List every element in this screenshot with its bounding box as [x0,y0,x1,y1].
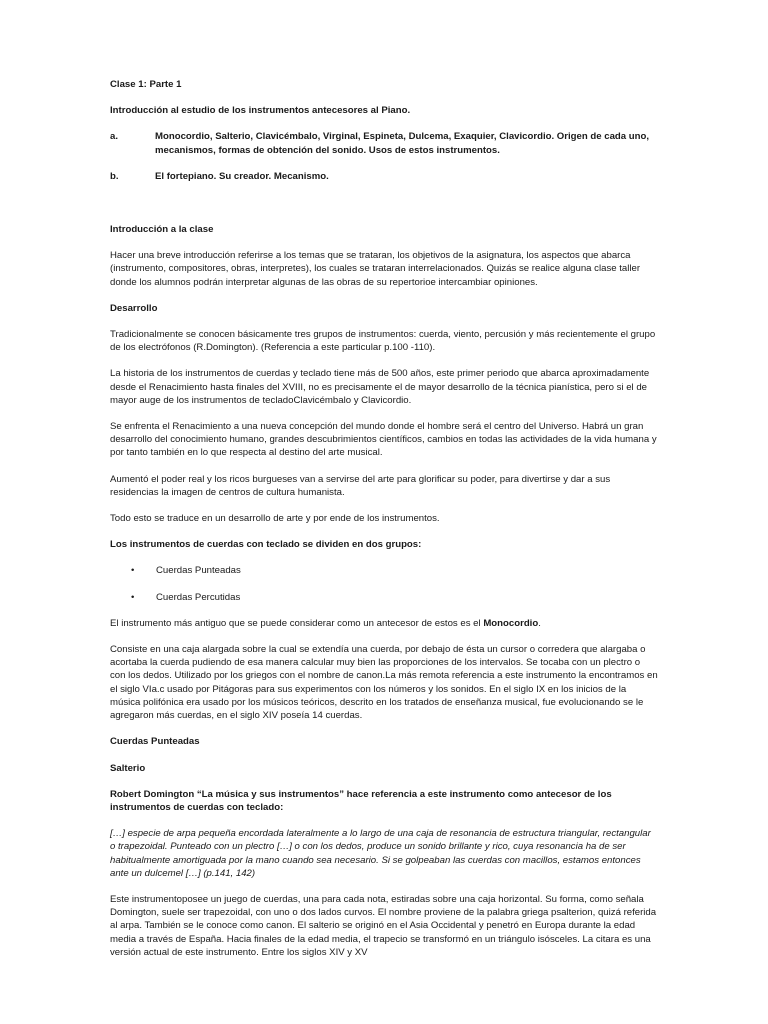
intro-title: Introducción al estudio de los instrumentos antecesores al Piano. [110,105,411,117]
bullet-text: Cuerdas Percutidas [156,591,241,603]
bullet-item [131,564,658,577]
outline-label-b: b. [110,170,119,182]
intro-clase-heading: Introducción a la clase [110,224,214,236]
outline-label-a: a. [110,131,119,143]
bullet-dot: • [131,591,135,603]
punteadas-heading: Cuerdas Punteadas [110,736,200,748]
desarrollo-heading: Desarrollo [110,302,158,314]
monocordio-intro-end: . [538,617,541,629]
outline-text-b: El fortepiano. Su creador. Mecanismo. [155,170,329,182]
outline-text-a: Monocordio, Salterio, Clavicémbalo, Virginal, Espineta, Dulcema, Exaquier, Clavicordio. Origen de cada uno, mecanismos, formas de obtención del sonido. Usos de estos instrumentos. [155,131,650,156]
monocordio-text: Consiste en una caja alargada sobre la cual se extendía una cuerda, por debajo de ésta un cursor o corredera que alargaba o acortaba la cuerda pudiendo de esa manera calcular muy bien las proporciones de los intervalos. Se tocaba con un plectro o con los dedos. Utilizado por los griegos con el nombre de canon.La más remota referencia a este instrumento la encontramos en el siglo VIa.c usado por Pitágoras para sus experimentos con los números y los sonidos. En el siglo IX en los inicios de la música polifónica era usado por los músicos teóricos, descrito en los tratados de enseñanza musical, fue evolucionando se le agregaron más cuerdas, en el siglo XIV poseía 14 cuerdas. [110,644,658,722]
desarrollo-paragraph: Aumentó el poder real y los ricos burgueses van a servirse del arte para glorificar su poder, para divertirse y dar a sus residencias la imagen de centros de cultura humanista. [110,473,611,498]
outline-item-a [110,130,658,156]
salterio-heading: Salterio [110,762,146,774]
desarrollo-paragraph: La historia de los instrumentos de cuerdas y teclado tiene más de 500 años, este primer periodo que abarca aproximadamente desde el Renacimiento hasta finales del XVIII, no es precisamente el de mayor desarrollo de la técnica pianística, pero si el de mayor auge de los instrumentos de tecladoClavicémbalo y Clavicordio. [110,368,650,406]
desarrollo-paragraph: Todo esto se traduce en un desarrollo de arte y por ende de los instrumentos. [110,513,440,525]
bullet-text: Cuerdas Punteadas [156,565,241,577]
salterio-text: Este instrumentoposee un juego de cuerdas, una para cada nota, estiradas sobre una caja horizontal. Su forma, como señala Domington, suele ser trapezoidal, con uno o dos lados curvos. El nombre proviene de la palabra griega psalterion, quizá referida al arpa. También se le conoce como canon. El salterio se originó en el Asia Occidental y penetró en Europa durante la edad media a través de España. Hacia finales de la edad media, el trapecio se transformó en un triángulo isósceles. La citara es una versión actual de este instrumento. Entre los siglos XIV y XV [110,893,657,958]
monocordio-intro [110,617,658,630]
grupos-heading: Los instrumentos de cuerdas con teclado se dividen en dos grupos: [110,539,422,551]
desarrollo-paragraph: Tradicionalmente se conocen básicamente tres grupos de instrumentos: cuerda, viento, percusión y más recientemente el grupo de los electrófonos (R.Domington). (Referencia a este particular p.100 -110). [110,329,656,354]
bullet-dot: • [131,565,135,577]
bullet-item [131,591,658,604]
domington-reference: Robert Domington “La música y sus instrumentos” hace referencia a este instrumento como antecesor de los instrumentos de cuerdas con teclado: [110,788,612,813]
document-page [110,78,658,959]
monocordio-intro-text: El instrumento más antiguo que se puede considerar como un antecesor de estos es el [110,617,484,629]
monocordio-term: Monocordio [483,617,539,629]
domington-quote: […] especie de arpa pequeña encordada lateralmente a lo largo de una caja de resonancia de estructura triangular, rectangular o trapezoidal. Punteado con un plectro […] o con los dedos, produce un sonido brillante y rico, cuya resonancia ha de ser habitualmente amortiguada por la mano cuando sea necesario. Si se golpeaban las cuerdas con macillos, estamos entonces ante un dulcemel […] (p.141, 142) [110,828,651,879]
desarrollo-paragraph: Se enfrenta el Renacimiento a una nueva concepción del mundo donde el hombre será el centro del Universo. Habrá un gran desarrollo del conocimiento humano, grandes descubrimientos científicos, cambios en todas las actividades de la vida humana y por tanto también en lo que respecta al destino del arte musical. [110,421,657,459]
outline-item-b [110,170,658,183]
intro-clase-text: Hacer una breve introducción referirse a los temas que se trataran, los objetivos de la asignatura, los aspectos que abarca (instrumento, compositores, obras, interpretes), los cuales se trataran interrelacionados. Quizás se realice alguna clase taller donde los alumnos podrán interpretar algunas de las obras de su repertorioe intercambiar opiniones. [110,250,641,288]
clase-title: Clase 1: Parte 1 [110,79,182,90]
